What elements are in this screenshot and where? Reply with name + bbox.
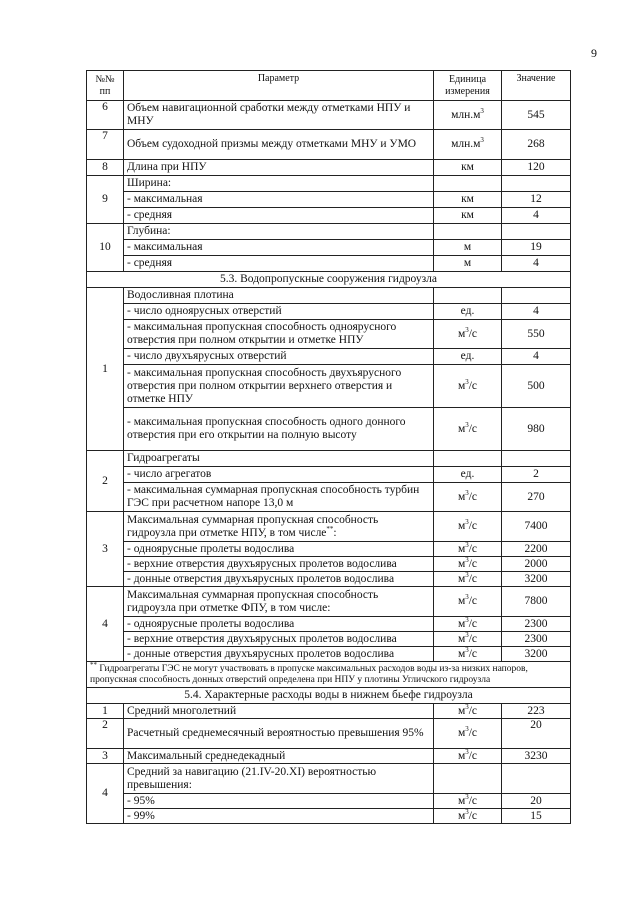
unit-cell: $м^3/с$ [434,719,502,749]
header-parameter: Параметр [124,71,434,101]
unit-cell: $млн.м^3$ [434,130,502,160]
value-cell: 2 [502,467,571,483]
table-row [87,587,571,617]
table-row [87,704,571,719]
unit-cell: м [434,240,502,256]
value-cell: 980 [502,408,571,451]
value-cell: 223 [502,704,571,719]
unit-cell [434,288,502,304]
table-row [87,719,571,749]
unit-cell: $м^3/с$ [434,704,502,719]
parameter-cell: - максимальная пропускная способность одноярусного отверстия при полном открытии и отметке НПУ [124,320,434,349]
unit-cell: км [434,208,502,224]
page-number: 9 [591,46,597,60]
value-cell [502,451,571,467]
unit-cell: $м^3/с$ [434,408,502,451]
parameter-cell: Водосливная плотина [124,288,434,304]
value-cell: 4 [502,208,571,224]
row-number: 2 [87,451,124,512]
parameter-cell: - максимальная пропускная способность двухъярусного отверстия при полном открытии верхнего отверстия и отметке НПУ [124,365,434,408]
table-row [87,349,571,365]
section-title: 5.3. Водопропускные сооружения гидроузла [87,272,571,288]
value-cell: 550 [502,320,571,349]
unit-cell: $м^3/с$ [434,632,502,647]
parameter-cell: - донные отверстия двухъярусных пролетов водослива [124,647,434,662]
value-cell: 4 [502,349,571,365]
table-row [87,320,571,349]
value-cell: 3200 [502,647,571,662]
table-row [87,130,571,160]
value-cell: 4 [502,304,571,320]
unit-cell: $м^3/с$ [434,483,502,512]
row-number: 1 [87,288,124,451]
value-cell: 3230 [502,749,571,764]
value-cell [502,764,571,794]
parameters-table [86,70,571,824]
value-cell [502,176,571,192]
parameter-cell: - максимальная суммарная пропускная способность турбин ГЭС при расчетном напоре 13,0 м [124,483,434,512]
parameter-cell: Расчетный среднемесячный вероятностью превышения 95% [124,719,434,749]
table-row [87,557,571,572]
row-number: 1 [87,704,124,719]
unit-cell: км [434,192,502,208]
unit-cell: $м^3/с$ [434,794,502,809]
parameter-cell: Ширина: [124,176,434,192]
unit-cell: ед. [434,467,502,483]
table-row [87,794,571,809]
value-cell [502,224,571,240]
unit-cell: ед. [434,304,502,320]
unit-cell: $м^3/с$ [434,542,502,557]
table-row [87,365,571,408]
row-number: 9 [87,176,124,224]
parameter-cell: - число одноярусных отверстий [124,304,434,320]
value-cell: 545 [502,101,571,130]
value-cell: 15 [502,809,571,824]
value-cell: 120 [502,160,571,176]
value-cell [502,288,571,304]
table-row [87,288,571,304]
table-row [87,256,571,272]
row-number: 4 [87,764,124,824]
table-row [87,542,571,557]
unit-cell [434,764,502,794]
unit-cell: $м^3/с$ [434,320,502,349]
value-cell: 7400 [502,512,571,542]
value-cell: 2300 [502,632,571,647]
parameter-cell: - максимальная пропускная способность одного донного отверстия при его открытии на полную высоту [124,408,434,451]
parameter-cell: - 99% [124,809,434,824]
unit-cell: $млн.м^3$ [434,101,502,130]
table-row [87,647,571,662]
value-cell: 268 [502,130,571,160]
table-header-row [87,71,571,101]
row-number: 10 [87,224,124,272]
table-row [87,240,571,256]
parameter-cell: Объем судоходной призмы между отметками МНУ и УМО [124,130,434,160]
parameter-cell: Максимальный среднедекадный [124,749,434,764]
parameter-cell: - максимальная [124,192,434,208]
row-number: 3 [87,512,124,587]
unit-cell: $м^3/с$ [434,365,502,408]
parameter-cell: - донные отверстия двухъярусных пролетов водослива [124,572,434,587]
row-number: 4 [87,587,124,662]
footnote-row [87,662,571,688]
section-header-row [87,272,571,288]
parameter-cell: - 95% [124,794,434,809]
value-cell: 7800 [502,587,571,617]
value-cell: 20 [502,719,571,749]
unit-cell: $м^3/с$ [434,587,502,617]
parameter-cell: - средняя [124,256,434,272]
unit-cell: км [434,160,502,176]
row-number: 8 [87,160,124,176]
parameter-cell: - средняя [124,208,434,224]
value-cell: 270 [502,483,571,512]
header-value: Значение [502,71,571,101]
unit-cell: ед. [434,349,502,365]
unit-cell: $м^3/с$ [434,749,502,764]
footnote: ** Гидроагрегаты ГЭС не могут участвовать в пропуске максимальных расходов воды из-за низких напоров, пропускная способность донных отверстий определена при НПУ у плотины Угличского гидроузла [87,662,571,688]
unit-cell: $м^3/с$ [434,647,502,662]
table-row [87,160,571,176]
parameter-cell: Длина при НПУ [124,160,434,176]
table-row [87,467,571,483]
value-cell: 3200 [502,572,571,587]
value-cell: 12 [502,192,571,208]
parameter-cell: Средний многолетний [124,704,434,719]
table-row [87,632,571,647]
unit-cell: $м^3/с$ [434,512,502,542]
unit-cell [434,176,502,192]
table-row [87,224,571,240]
parameter-cell: - верхние отверстия двухъярусных пролетов водослива [124,632,434,647]
parameter-cell: - верхние отверстия двухъярусных пролетов водослива [124,557,434,572]
value-cell: 2200 [502,542,571,557]
table-row [87,451,571,467]
section-title: 5.4. Характерные расходы воды в нижнем бьефе гидроузла [87,688,571,704]
table-row [87,408,571,451]
row-number: 3 [87,749,124,764]
table-row [87,176,571,192]
table-row [87,572,571,587]
value-cell: 2000 [502,557,571,572]
row-number: 6 [87,101,124,130]
parameter-cell: Максимальная суммарная пропускная способность гидроузла при отметке НПУ, в том числе**: [124,512,434,542]
row-number: 7 [87,130,124,160]
table-row [87,764,571,794]
table-row [87,101,571,130]
unit-cell: $м^3/с$ [434,557,502,572]
parameter-cell: Глубина: [124,224,434,240]
header-unit: Единица измерения [434,71,502,101]
unit-cell: $м^3/с$ [434,809,502,824]
table-row [87,208,571,224]
table-row [87,483,571,512]
parameter-cell: - число двухъярусных отверстий [124,349,434,365]
parameter-cell: - одноярусные пролеты водослива [124,542,434,557]
parameter-cell: Объем навигационной сработки между отметками НПУ и МНУ [124,101,434,130]
parameter-cell: - одноярусные пролеты водослива [124,617,434,632]
table-row [87,304,571,320]
unit-cell: $м^3/с$ [434,617,502,632]
value-cell: 4 [502,256,571,272]
section-header-row [87,688,571,704]
unit-cell [434,224,502,240]
table-row [87,617,571,632]
value-cell: 20 [502,794,571,809]
value-cell: 2300 [502,617,571,632]
parameter-cell: Гидроагрегаты [124,451,434,467]
table-row [87,512,571,542]
unit-cell: $м^3/с$ [434,572,502,587]
parameter-cell: Максимальная суммарная пропускная способность гидроузла при отметке ФПУ, в том числе: [124,587,434,617]
value-cell: 19 [502,240,571,256]
unit-cell: м [434,256,502,272]
row-number: 2 [87,719,124,749]
table-row [87,749,571,764]
table-row [87,809,571,824]
header-number: №№ пп [87,71,124,101]
parameter-cell: - число агрегатов [124,467,434,483]
unit-cell [434,451,502,467]
table-row [87,192,571,208]
value-cell: 500 [502,365,571,408]
parameter-cell: - максимальная [124,240,434,256]
parameter-cell: Средний за навигацию (21.IV-20.XI) вероятностью превышения: [124,764,434,794]
